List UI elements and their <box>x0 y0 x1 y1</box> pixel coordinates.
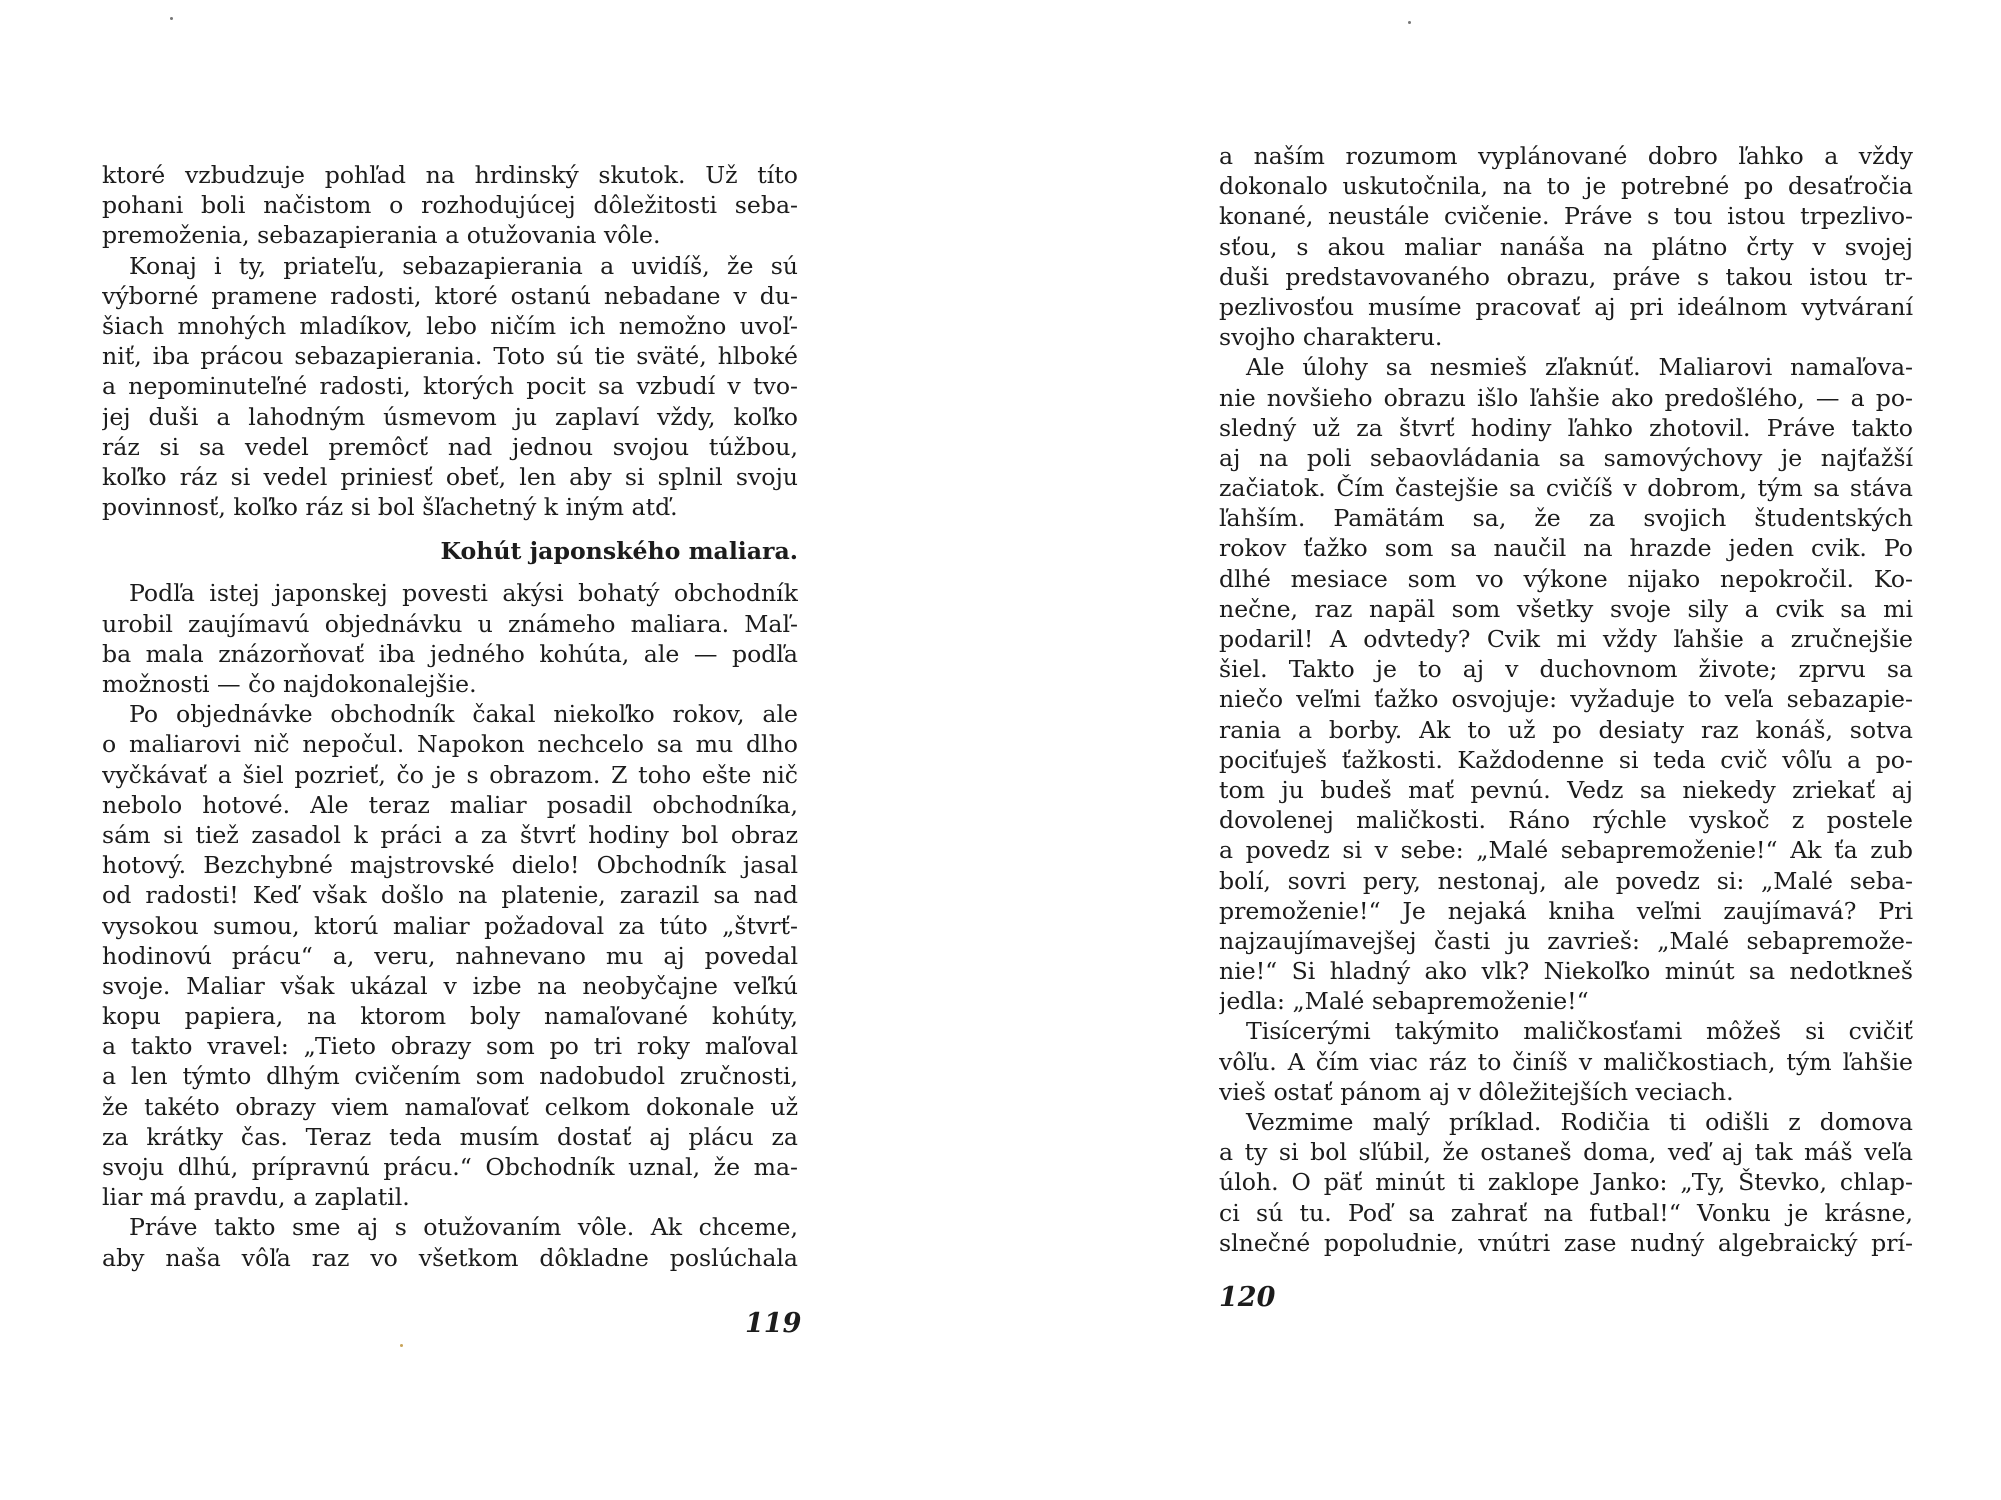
text-line: že takéto obrazy viem namaľovať celkom dokonale už <box>102 1092 798 1121</box>
text-line: jedla: „Malé sebapremoženie!“ <box>1219 987 1589 1016</box>
text-line: premoženie!“ Je nejaká kniha veľmi zaujímavá? Pri <box>1219 896 1913 925</box>
text-line: koľko ráz si vedel priniesť obeť, len aby si splnil svoju <box>102 462 798 491</box>
text-line: slnečné popoludnie, vnútri zase nudný algebraický prí- <box>1219 1228 1913 1257</box>
text-line: ľahším. Pamätám sa, že za svojich študentských <box>1219 504 1913 533</box>
text-line: Konaj i ty, priateľu, sebazapierania a uvidíš, že sú <box>129 251 798 280</box>
text-line: úloh. O päť minút ti zaklope Janko: „Ty, Števko, chlap- <box>1219 1168 1913 1197</box>
text-line: konané, neustále cvičenie. Práve s tou istou trpezlivo- <box>1219 202 1913 231</box>
text-line: svoju dlhú, prípravnú prácu.“ Obchodník uznal, že ma- <box>102 1153 798 1181</box>
text-line: šiel. Takto je to aj v duchovnom živote; zprvu sa <box>1219 655 1913 684</box>
text-line: sledný už za štvrť hodiny ľahko zhotovil. Práve takto <box>1219 413 1913 442</box>
text-line: sám si tiež zasadol k práci a za štvrť hodiny bol obraz <box>102 820 798 849</box>
text-line: pohani boli načistom o rozhodujúcej dôležitosti seba- <box>102 191 798 220</box>
text-line: vôľu. A čím viac ráz to činíš v maličkostiach, tým ľahšie <box>1219 1047 1913 1076</box>
text-line: najzaujímavejšej časti ju zavrieš: „Malé sebapremože- <box>1219 926 1913 955</box>
text-line: niečo veľmi ťažko osvojuje: vyžaduje to veľa sebazapie- <box>1219 685 1913 714</box>
text-line: liar má pravdu, a zaplatil. <box>102 1183 410 1212</box>
text-line: Ale úlohy sa nesmieš zľaknúť. Maliarovi namaľova- <box>1246 353 1913 382</box>
text-line: a povedz si v sebe: „Malé sebapremoženie!“ Ak ťa zub <box>1219 836 1913 865</box>
right-page <box>1000 0 2001 1500</box>
text-line: pezlivosťou musíme pracovať aj pri ideálnom vytváraní <box>1219 292 1913 321</box>
text-line: o maliarovi nič nepočul. Napokon nechcelo sa mu dlho <box>102 730 798 759</box>
text-line: a len týmto dlhým cvičením som nadobudol zručnosti, <box>102 1062 798 1091</box>
text-line: hodinovú prácu“ a, veru, nahnevano mu aj povedal <box>102 941 798 970</box>
text-line: duši predstavovaného obrazu, práve s takou istou tr- <box>1219 262 1913 291</box>
right-page-text <box>1219 141 1913 1258</box>
text-line: svoje. Maliar však ukázal v izbe na neobyčajne veľkú <box>102 971 798 1000</box>
text-line: rania a borby. Ak to už po desiaty raz konáš, sotva <box>1219 715 1913 744</box>
text-line: možnosti — čo najdokonalejšie. <box>102 670 477 698</box>
text-line: pociťuješ ťažkosti. Každodenne si teda cvič vôľu a po- <box>1219 745 1913 774</box>
text-line: šiach mnohých mladíkov, lebo ničím ich nemožno uvoľ- <box>102 311 798 340</box>
text-line: výborné pramene radosti, ktoré ostanú nebadane v du- <box>102 281 798 310</box>
text-line: bolí, sovri pery, nestonaj, ale povedz si: „Malé seba- <box>1219 866 1913 895</box>
text-line: a naším rozumom vyplánované dobro ľahko a vždy <box>1219 142 1913 170</box>
text-line: urobil zaujímavú objednávku u známeho maliara. Maľ- <box>102 609 798 638</box>
text-line: podaril! A odvtedy? Cvik mi vždy ľahšie a zručnejšie <box>1219 625 1913 653</box>
text-line: aby naša vôľa raz vo všetkom dôkladne poslúchala <box>102 1243 798 1272</box>
text-line: nie!“ Si hladný ako vlk? Niekoľko minút sa nedotkneš <box>1219 957 1913 986</box>
text-line: tom ju budeš mať pevnú. Vedz sa niekedy zriekať aj <box>1219 775 1913 804</box>
text-line: sťou, s akou maliar nanáša na plátno črty v svojej <box>1219 232 1913 261</box>
text-line: dokonalo uskutočnila, na to je potrebné po desaťročia <box>1219 172 1913 201</box>
text-line: Tisícerými takýmito maličkosťami môžeš si cvičiť <box>1246 1017 1913 1046</box>
text-line: ktoré vzbudzuje pohľad na hrdinský skutok. Už títo <box>102 161 798 189</box>
paper-speck <box>170 17 173 20</box>
text-line: povinnosť, koľko ráz si bol šľachetný k iným atď. <box>102 493 678 522</box>
text-line: od radosti! Keď však došlo na platenie, zarazil sa nad <box>102 881 798 910</box>
text-line: Práve takto sme aj s otužovaním vôle. Ak chceme, <box>129 1213 798 1242</box>
text-line: dovolenej maličkosti. Ráno rýchle vyskoč z postele <box>1219 806 1913 835</box>
left-page <box>0 0 1000 1500</box>
text-line: dlhé mesiace som vo výkone nijako nepokročil. Ko- <box>1219 564 1913 593</box>
text-line: ráz si sa vedel premôcť nad jednou svojou túžbou, <box>102 432 798 461</box>
text-line: Vezmime malý príklad. Rodičia ti odišli z domova <box>1246 1108 1913 1136</box>
page-number-right: 120 <box>1219 1282 1276 1313</box>
text-line: rokov ťažko som sa naučil na hrazde jeden cvik. Po <box>1219 534 1913 563</box>
section-heading: Kohút japonského maliara. <box>440 537 798 566</box>
text-line: vieš ostať pánom aj v dôležitejších veciach. <box>1219 1077 1734 1106</box>
text-line: aj na poli sebaovládania sa samovýchovy je najťažší <box>1219 443 1913 472</box>
text-line: kopu papiera, na ktorom boly namaľované kohúty, <box>102 1002 798 1031</box>
text-line: Podľa istej japonskej povesti akýsi bohatý obchodník <box>129 579 798 608</box>
text-line: niť, iba prácou sebazapierania. Toto sú tie sväté, hlboké <box>102 342 798 371</box>
text-line: Po objednávke obchodník čakal niekoľko rokov, ale <box>129 700 798 729</box>
text-line: ba mala znázorňovať iba jedného kohúta, ale — podľa <box>102 639 798 668</box>
text-line: a nepominuteľné radosti, ktorých pocit sa vzbudí v tvo- <box>102 372 798 401</box>
text-line: vyčkávať a šiel pozrieť, čo je s obrazom. Z toho ešte nič <box>102 760 798 789</box>
paper-speck <box>400 1344 403 1347</box>
text-line: ci sú tu. Poď sa zahrať na futbal!“ Vonku je krásne, <box>1219 1198 1913 1227</box>
text-line: jej duši a lahodným úsmevom ju zaplaví vždy, koľko <box>102 402 798 431</box>
left-page-text <box>102 160 798 1273</box>
text-line: hotový. Bezchybné majstrovské dielo! Obchodník jasal <box>102 851 798 880</box>
text-line: premoženia, sebazapierania a otužovania vôle. <box>102 221 661 250</box>
text-line: za krátky čas. Teraz teda musím dostať aj plácu za <box>102 1122 798 1151</box>
text-line: vysokou sumou, ktorú maliar požadoval za túto „štvrť- <box>102 911 798 940</box>
text-line: nebolo hotové. Ale teraz maliar posadil obchodníka, <box>102 790 798 819</box>
page-number-left: 119 <box>745 1308 802 1339</box>
paper-speck <box>1408 21 1411 24</box>
text-line: nečne, raz napäl som všetky svoje sily a cvik sa mi <box>1219 594 1913 623</box>
text-line: začiatok. Čím častejšie sa cvičíš v dobrom, tým sa stáva <box>1219 474 1913 503</box>
text-line: nie novšieho obrazu išlo ľahšie ako predošlého, — a po- <box>1219 383 1913 412</box>
text-line: a ty si bol sľúbil, že ostaneš doma, veď aj tak máš veľa <box>1219 1138 1913 1167</box>
text-line: svojho charakteru. <box>1219 323 1443 352</box>
text-line: a takto vravel: „Tieto obrazy som po tri roky maľoval <box>102 1032 798 1061</box>
